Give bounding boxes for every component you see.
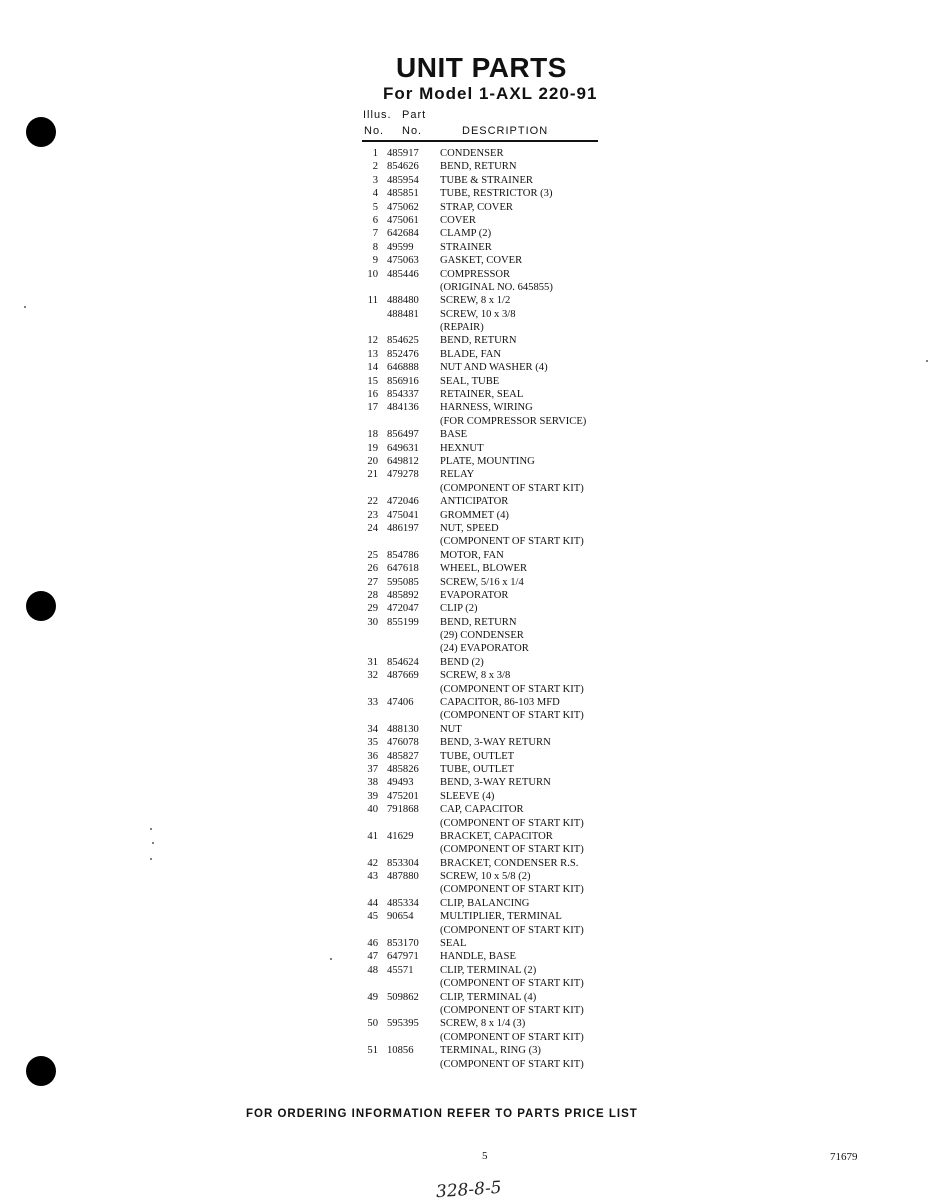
part-description: CONDENSER — [440, 148, 504, 159]
illus-no: 20 — [367, 455, 378, 467]
illus-no: 18 — [367, 429, 378, 441]
part-description: (COMPONENT OF START KIT) — [440, 482, 584, 494]
part-description: TUBE & STRAINER — [440, 174, 533, 186]
part-description: SCREW, 8 x 1/2 — [440, 295, 511, 307]
part-description: (COMPONENT OF START KIT) — [440, 817, 584, 829]
illus-no: 10 — [367, 268, 378, 280]
part-description: BRACKET, CAPACITOR — [440, 830, 553, 842]
part-description: (REPAIR) — [440, 322, 484, 334]
parts-row — [360, 736, 620, 749]
part-no: 854625 — [387, 335, 419, 347]
parts-row — [360, 214, 620, 227]
part-no: 484136 — [387, 402, 419, 414]
parts-row — [360, 442, 620, 455]
part-description: NUT — [440, 723, 462, 735]
illus-no: 33 — [367, 697, 378, 709]
illus-no: 35 — [367, 737, 378, 749]
part-description: (ORIGINAL NO. 645855) — [440, 281, 553, 293]
part-no: 854624 — [387, 656, 419, 668]
parts-row — [360, 616, 620, 629]
part-description: (COMPONENT OF START KIT) — [440, 978, 584, 990]
illus-no: 2 — [372, 161, 378, 173]
illus-no: 34 — [367, 723, 378, 735]
scan-speck — [150, 858, 152, 860]
parts-row — [360, 482, 620, 495]
part-no: 476078 — [387, 737, 419, 749]
illus-no: 30 — [367, 616, 378, 628]
scan-speck — [152, 842, 154, 844]
part-no: 647618 — [387, 563, 419, 575]
punch-hole-middle — [26, 591, 56, 621]
part-description: (COMPONENT OF START KIT) — [440, 536, 584, 548]
part-no: 47406 — [387, 697, 414, 709]
part-description: BLADE, FAN — [440, 348, 502, 360]
illus-no: 51 — [367, 1045, 378, 1057]
part-no: 485334 — [387, 897, 419, 909]
parts-row — [360, 428, 620, 441]
part-description: CAP, CAPACITOR — [440, 804, 524, 816]
parts-row — [360, 830, 620, 843]
illus-no: 41 — [367, 830, 378, 842]
part-description: BEND, 3-WAY RETURN — [440, 737, 551, 749]
page-number: 5 — [482, 1150, 488, 1162]
part-description: SEAL, TUBE — [440, 375, 500, 387]
part-description: CLIP, BALANCING — [440, 897, 530, 909]
part-no: 856916 — [387, 375, 419, 387]
punch-hole-top — [26, 117, 56, 147]
part-description: MOTOR, FAN — [440, 549, 504, 561]
parts-row — [360, 669, 620, 682]
illus-no: 17 — [367, 402, 378, 414]
parts-row — [360, 870, 620, 883]
part-no: 41629 — [387, 830, 414, 842]
part-description: CLIP, TERMINAL (2) — [440, 964, 537, 976]
parts-row — [360, 950, 620, 963]
part-description: MULTIPLIER, TERMINAL — [440, 911, 562, 923]
part-no: 479278 — [387, 469, 419, 481]
parts-row — [360, 1004, 620, 1017]
part-no: 485892 — [387, 589, 419, 601]
model-subtitle: For Model 1-AXL 220-91 — [383, 84, 598, 103]
illus-no: 15 — [367, 375, 378, 387]
illus-no: 14 — [367, 362, 378, 374]
illus-no: 26 — [367, 563, 378, 575]
part-description: STRAP, COVER — [440, 201, 513, 213]
part-description: CLIP, TERMINAL (4) — [440, 991, 537, 1003]
illus-no: 28 — [367, 589, 378, 601]
part-description: COMPRESSOR — [440, 268, 511, 280]
illus-no: 19 — [367, 442, 378, 454]
scan-speck — [330, 958, 332, 960]
illus-no: 6 — [372, 214, 378, 226]
parts-row — [360, 415, 620, 428]
part-description: BEND, RETURN — [440, 616, 517, 628]
parts-row — [360, 375, 620, 388]
part-description: EVAPORATOR — [440, 589, 509, 601]
part-no: 486197 — [387, 522, 419, 534]
part-description: NUT AND WASHER (4) — [440, 362, 548, 374]
illus-no: 1 — [372, 148, 378, 159]
illus-no: 8 — [372, 241, 378, 253]
part-no: 487880 — [387, 871, 419, 883]
parts-row — [360, 522, 620, 535]
parts-row — [360, 977, 620, 990]
parts-row — [360, 468, 620, 481]
part-description: ANTICIPATOR — [440, 496, 509, 508]
part-no: 642684 — [387, 228, 419, 240]
illus-no: 25 — [367, 549, 378, 561]
part-description: SCREW, 10 x 3/8 — [440, 308, 516, 320]
part-no: 475062 — [387, 201, 419, 213]
parts-row — [360, 964, 620, 977]
parts-row — [360, 723, 620, 736]
part-no: 485827 — [387, 750, 419, 762]
illus-no: 9 — [372, 255, 378, 267]
part-description: (COMPONENT OF START KIT) — [440, 1031, 584, 1043]
part-description: (COMPONENT OF START KIT) — [440, 683, 584, 695]
part-no: 595395 — [387, 1018, 419, 1030]
illus-no: 40 — [367, 804, 378, 816]
part-no: 485954 — [387, 174, 419, 186]
part-no: 475063 — [387, 255, 419, 267]
parts-row — [360, 562, 620, 575]
parts-row — [360, 455, 620, 468]
parts-row — [360, 1017, 620, 1030]
parts-row — [360, 1031, 620, 1044]
illus-no: 47 — [367, 951, 378, 963]
illus-no: 32 — [367, 670, 378, 682]
parts-row — [360, 281, 620, 294]
parts-row — [360, 642, 620, 655]
part-description: SEAL — [440, 938, 467, 950]
parts-row — [360, 348, 620, 361]
illus-no: 39 — [367, 790, 378, 802]
part-description: BEND, 3-WAY RETURN — [440, 777, 551, 789]
part-no: 856497 — [387, 429, 419, 441]
part-description: PLATE, MOUNTING — [440, 455, 535, 467]
illus-no: 44 — [367, 897, 378, 909]
parts-row — [360, 803, 620, 816]
parts-row — [360, 254, 620, 267]
illus-no: 36 — [367, 750, 378, 762]
parts-row — [360, 401, 620, 414]
page-title: UNIT PARTS — [396, 52, 567, 83]
part-description: CLIP (2) — [440, 603, 478, 615]
illus-no: 48 — [367, 964, 378, 976]
part-no: 485446 — [387, 268, 419, 280]
parts-row — [360, 629, 620, 642]
illus-no: 37 — [367, 763, 378, 775]
part-description: WHEEL, BLOWER — [440, 563, 528, 575]
illus-no: 31 — [367, 656, 378, 668]
header-illus: Illus. — [363, 109, 392, 121]
part-description: (24) EVAPORATOR — [440, 643, 529, 655]
part-no: 487669 — [387, 670, 419, 682]
parts-row — [360, 509, 620, 522]
part-description: BEND, RETURN — [440, 335, 517, 347]
part-no: 854786 — [387, 549, 419, 561]
illus-no: 49 — [367, 991, 378, 1003]
parts-row — [360, 589, 620, 602]
parts-row — [360, 268, 620, 281]
document-number: 71679 — [830, 1151, 858, 1163]
header-no: No. — [364, 125, 385, 137]
handwritten-note: 328-8-5 — [435, 1177, 503, 1202]
illus-no: 42 — [367, 857, 378, 869]
parts-row — [360, 160, 620, 173]
part-description: TERMINAL, RING (3) — [440, 1045, 541, 1057]
part-description: (COMPONENT OF START KIT) — [440, 884, 584, 896]
part-description: (COMPONENT OF START KIT) — [440, 1058, 584, 1070]
part-description: (COMPONENT OF START KIT) — [440, 844, 584, 856]
parts-row — [360, 201, 620, 214]
part-description: GASKET, COVER — [440, 255, 523, 267]
parts-row — [360, 241, 620, 254]
parts-row — [360, 656, 620, 669]
part-no: 647971 — [387, 951, 419, 963]
parts-row — [360, 1058, 620, 1071]
part-no: 791868 — [387, 804, 419, 816]
part-no: 509862 — [387, 991, 419, 1003]
parts-row — [360, 843, 620, 856]
part-description: SCREW, 8 x 3/8 — [440, 670, 511, 682]
part-description: SCREW, 8 x 1/4 (3) — [440, 1018, 526, 1030]
header-part: Part — [402, 109, 427, 121]
illus-no: 16 — [367, 389, 378, 401]
part-no: 49493 — [387, 777, 414, 789]
parts-row — [360, 924, 620, 937]
part-no: 475201 — [387, 790, 419, 802]
illus-no: 11 — [367, 295, 378, 307]
parts-row — [360, 910, 620, 923]
illus-no: 22 — [367, 496, 378, 508]
parts-row — [360, 683, 620, 696]
parts-row — [360, 857, 620, 870]
illus-no: 13 — [367, 348, 378, 360]
parts-row — [360, 174, 620, 187]
parts-row — [360, 883, 620, 896]
parts-row — [360, 817, 620, 830]
parts-row — [360, 388, 620, 401]
part-no: 45571 — [387, 964, 414, 976]
part-description: BASE — [440, 429, 468, 441]
part-no: 485917 — [387, 148, 419, 159]
part-description: (COMPONENT OF START KIT) — [440, 710, 584, 722]
part-description: COVER — [440, 214, 476, 226]
illus-no: 4 — [372, 188, 378, 200]
part-no: 472046 — [387, 496, 419, 508]
part-description: STRAINER — [440, 241, 492, 253]
parts-row — [360, 937, 620, 950]
illus-no: 21 — [367, 469, 378, 481]
part-description: SCREW, 5/16 x 1/4 — [440, 576, 524, 588]
scan-speck — [24, 306, 26, 308]
part-description: BRACKET, CONDENSER R.S. — [440, 857, 579, 869]
part-no: 854626 — [387, 161, 419, 173]
part-description: SLEEVE (4) — [440, 790, 495, 802]
part-no: 475041 — [387, 509, 419, 521]
part-no: 472047 — [387, 603, 419, 615]
part-no: 855199 — [387, 616, 419, 628]
parts-row — [360, 776, 620, 789]
parts-row — [360, 696, 620, 709]
parts-list — [360, 147, 620, 1071]
illus-no: 46 — [367, 938, 378, 950]
illus-no: 24 — [367, 522, 378, 534]
parts-row — [360, 227, 620, 240]
parts-row — [360, 897, 620, 910]
ordering-info-footer: FOR ORDERING INFORMATION REFER TO PARTS PRICE LIST — [246, 1108, 638, 1120]
part-description: HEXNUT — [440, 442, 484, 454]
part-description: TUBE, OUTLET — [440, 750, 515, 762]
illus-no: 45 — [367, 911, 378, 923]
parts-row — [360, 790, 620, 803]
parts-row — [360, 549, 620, 562]
parts-row — [360, 763, 620, 776]
part-no: 485826 — [387, 763, 419, 775]
illus-no: 27 — [367, 576, 378, 588]
illus-no: 5 — [372, 201, 378, 213]
part-no: 488481 — [387, 308, 419, 320]
part-description: (29) CONDENSER — [440, 630, 524, 642]
part-description: SCREW, 10 x 5/8 (2) — [440, 871, 531, 883]
illus-no: 29 — [367, 603, 378, 615]
parts-row — [360, 147, 620, 160]
part-description: HANDLE, BASE — [440, 951, 516, 963]
parts-row — [360, 187, 620, 200]
part-no: 854337 — [387, 389, 419, 401]
parts-row — [360, 1044, 620, 1057]
header-rule — [362, 140, 598, 142]
parts-row — [360, 361, 620, 374]
illus-no: 38 — [367, 777, 378, 789]
part-no: 853304 — [387, 857, 419, 869]
part-no: 475061 — [387, 214, 419, 226]
part-no: 852476 — [387, 348, 419, 360]
parts-row — [360, 495, 620, 508]
part-description: RELAY — [440, 469, 475, 481]
illus-no: 43 — [367, 871, 378, 883]
parts-row — [360, 294, 620, 307]
parts-row — [360, 308, 620, 321]
part-no: 649812 — [387, 455, 419, 467]
part-description: HARNESS, WIRING — [440, 402, 533, 414]
illus-no: 12 — [367, 335, 378, 347]
part-description: (COMPONENT OF START KIT) — [440, 1005, 584, 1016]
part-no: 646888 — [387, 362, 419, 374]
scan-speck — [150, 828, 152, 830]
part-no: 485851 — [387, 188, 419, 200]
part-no: 49599 — [387, 241, 414, 253]
part-description: TUBE, OUTLET — [440, 763, 515, 775]
part-no: 10856 — [387, 1045, 414, 1057]
part-description: CAPACITOR, 86-103 MFD — [440, 697, 560, 709]
scan-speck — [926, 360, 928, 362]
part-description: GROMMET (4) — [440, 509, 509, 521]
parts-row — [360, 576, 620, 589]
part-description: RETAINER, SEAL — [440, 389, 524, 401]
part-description: (FOR COMPRESSOR SERVICE) — [440, 415, 587, 427]
illus-no: 7 — [372, 228, 378, 240]
punch-hole-bottom — [26, 1056, 56, 1086]
part-description: BEND, RETURN — [440, 161, 517, 173]
part-description: (COMPONENT OF START KIT) — [440, 924, 584, 936]
parts-row — [360, 750, 620, 763]
parts-row — [360, 991, 620, 1004]
part-no: 595085 — [387, 576, 419, 588]
illus-no: 23 — [367, 509, 378, 521]
part-no: 853170 — [387, 938, 419, 950]
header-part-no: No. — [402, 125, 423, 137]
part-no: 488130 — [387, 723, 419, 735]
parts-row — [360, 334, 620, 347]
parts-row — [360, 602, 620, 615]
part-no: 488480 — [387, 295, 419, 307]
illus-no: 3 — [372, 174, 378, 186]
part-description: NUT, SPEED — [440, 522, 499, 534]
parts-row — [360, 321, 620, 334]
header-description: DESCRIPTION — [462, 125, 549, 137]
part-no: 649631 — [387, 442, 419, 454]
parts-row — [360, 709, 620, 722]
part-description: BEND (2) — [440, 656, 484, 668]
part-description: CLAMP (2) — [440, 228, 492, 240]
parts-row — [360, 535, 620, 548]
part-description: TUBE, RESTRICTOR (3) — [440, 188, 553, 200]
part-no: 90654 — [387, 911, 414, 923]
illus-no: 50 — [367, 1018, 378, 1030]
